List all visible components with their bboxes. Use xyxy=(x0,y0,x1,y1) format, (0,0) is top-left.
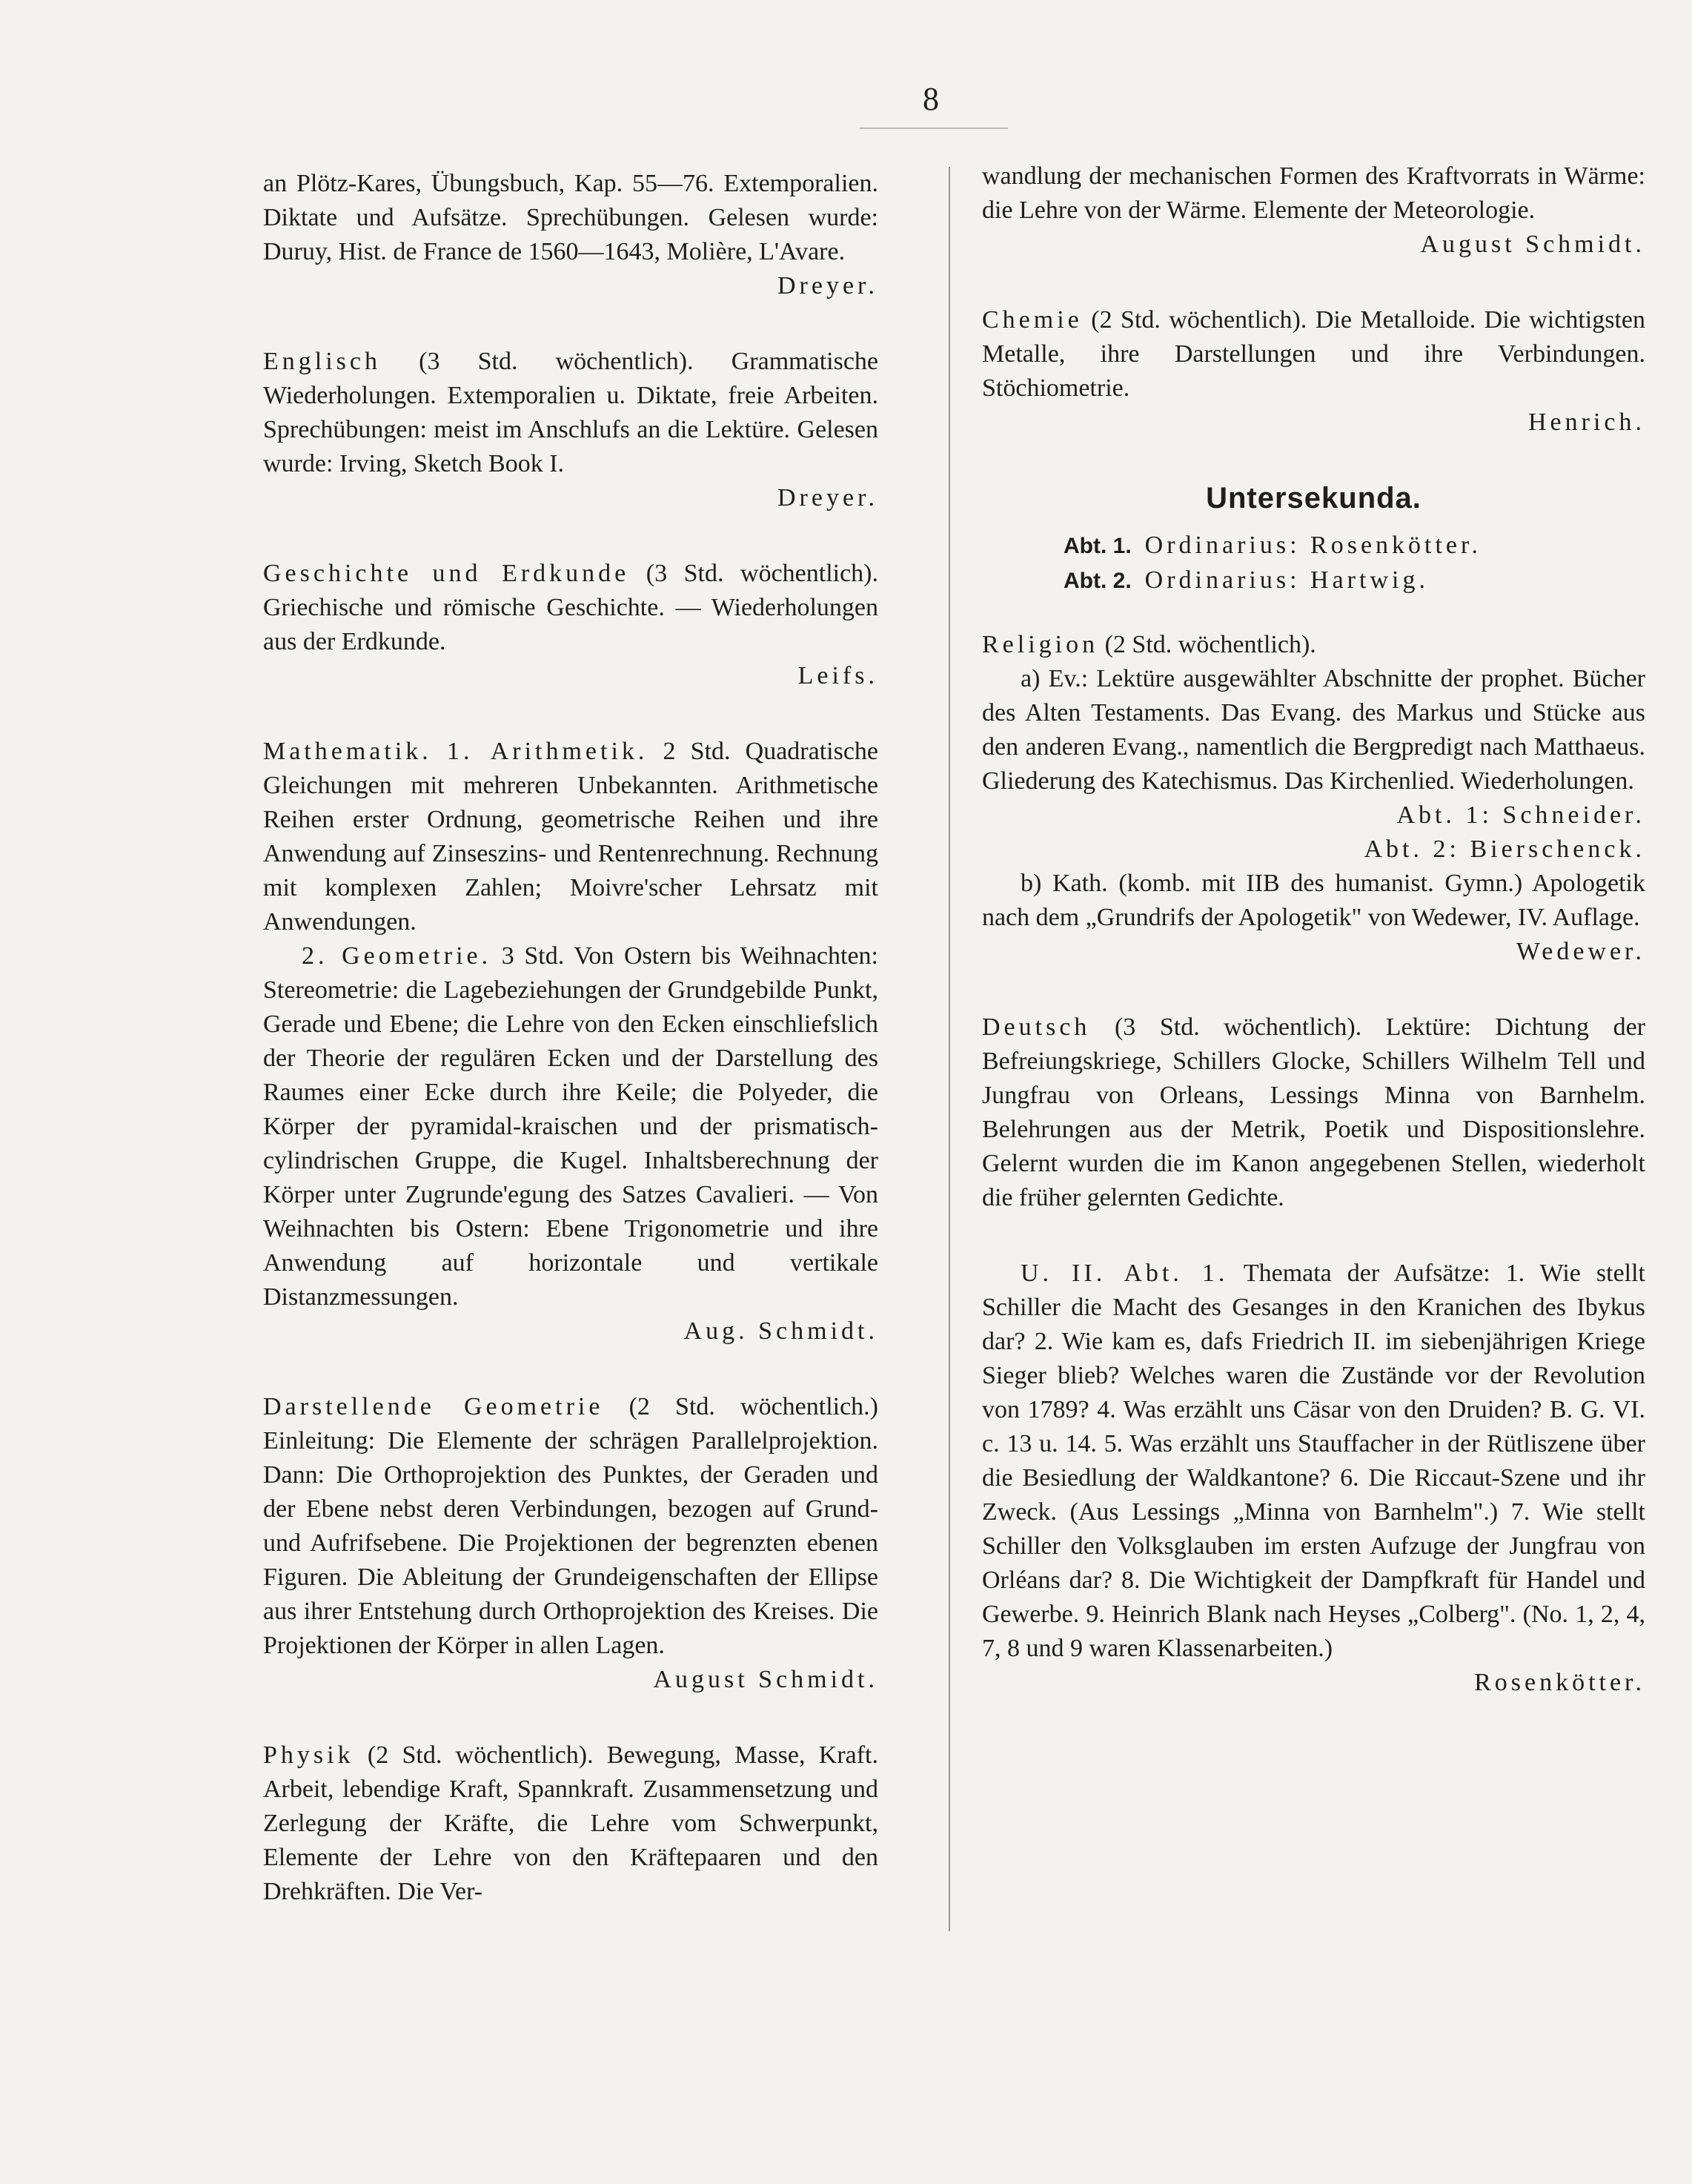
religion-ev-text: a) Ev.: Lektüre ausgewählter Abschnitte der prophet. Bücher des Alten Testaments. Das Evang. des Markus und Stücke aus den anderen Evang., namentlich die Bergpredigt nach Matthaeus. Gliederung des Katechismus. Das Kirchenlied. Wiederholungen. xyxy=(982,665,1645,795)
mathematik-block xyxy=(263,735,878,1349)
chemie-block xyxy=(982,303,1645,440)
deutsch-text: (3 Std. wöchentlich). Lektüre: Dichtung der Befreiungskriege, Schillers Glocke, Schillers Wilhelm Tell und Jungfrau von Orleans, Lessings Minna von Barnhelm. Belehrungen aus der Metrik, Poetik und Dispositionslehre. Gelernt wurden die im Kanon angegebenen Stellen, wiederholt die früher gelernten Gedichte. xyxy=(982,1013,1646,1211)
franzoesisch-continuation xyxy=(263,167,878,303)
aufsaetze-block xyxy=(982,1257,1645,1700)
englisch-teacher: Dreyer. xyxy=(777,484,878,512)
darstellende-text: (2 Std. wöchentlich.) Einleitung: Die Elemente der schrägen Parallelprojektion. Dann: Die Orthoprojektion des Punktes, der Geraden und der Ebene nebst deren Verbindungen, bezogen auf Grund- und Aufrifsebene. Die Projektionen der begrenzten ebenen Figuren. Die Ableitung der Grundeigenschaften der Ellipse aus ihrer Entstehung durch Orthoprojektion des Kreises. Die Projektionen der Körper in allen Lagen. xyxy=(263,1393,879,1659)
physik-cont-text: wandlung der mechanischen Formen des Kraftvorrats in Wärme: die Lehre von der Wärme. Elemente der Meteorologie. xyxy=(982,162,1645,224)
religion-kath-text: b) Kath. (komb. mit IIB des humanist. Gymn.) Apologetik nach dem „Grundrifs der Apologetik" von Wedewer, IV. Auflage. xyxy=(982,870,1645,931)
englisch-subject: Englisch xyxy=(263,348,381,375)
englisch-text: (3 Std. wöchentlich). Grammatische Wiederholungen. Extemporalien u. Diktate, freie Arbeiten. Sprechübungen: meist im Anschlufs an die Lektüre. Gelesen wurde: Irving, Sketch Book I. xyxy=(263,348,879,477)
deutsch-block xyxy=(982,1010,1645,1215)
aufsaetze-label: U. II. Abt. 1. xyxy=(1021,1260,1229,1287)
aufsaetze-teacher: Rosenkötter. xyxy=(1474,1669,1645,1696)
mathematik-teacher: Aug. Schmidt. xyxy=(683,1317,878,1345)
arithmetik-label: 1. Arithmetik. xyxy=(446,738,648,765)
chemie-subject: Chemie xyxy=(982,306,1083,334)
geschichte-text: (3 Std. wöchentlich). Griechische und römische Geschichte. — Wiederholungen aus der Erdkunde. xyxy=(263,560,878,655)
darstellende-block xyxy=(263,1390,878,1697)
physik-continuation xyxy=(982,159,1645,262)
arithmetik-text: 2 Std. Quadratische Gleichungen mit mehreren Unbekannten. Arithmetische Reihen erster Ordnung, geometrische Reihen und ihre Anwendung auf Zinseszins- und Rentenrechnung. Rechnung mit komplexen Zahlen; Moivre'scher Lehrsatz mit Anwendungen. xyxy=(263,738,879,936)
header-rule xyxy=(860,128,1008,129)
abt1-label: Abt. 1. xyxy=(1064,534,1132,558)
englisch-block xyxy=(263,345,878,515)
religion-subject: Religion xyxy=(982,631,1099,658)
chemie-text: (2 Std. wöchentlich). Die Metalloide. Die wichtigsten Metalle, ihre Darstellungen und ihre Verbindungen. Stöchiometrie. xyxy=(982,306,1646,402)
column-divider xyxy=(949,167,950,1931)
religion-kath-teacher: Wedewer. xyxy=(1516,938,1645,965)
franzoesisch-text: an Plötz-Kares, Übungsbuch, Kap. 55—76. Extemporalien. Diktate und Aufsätze. Sprechübungen. Gelesen wurde: Duruy, Hist. de France de 1560—1643, Molière, L'Avare. xyxy=(263,170,878,265)
page-number: 8 xyxy=(923,81,939,117)
geometrie-label: 2. Geometrie. xyxy=(302,942,492,970)
abt1-ordinarius: Ordinarius: Rosenkötter. xyxy=(1144,532,1482,559)
religion-intro: (2 Std. wöchentlich). xyxy=(1104,631,1316,658)
physik-subject: Physik xyxy=(263,1741,354,1769)
left-column xyxy=(263,167,878,1950)
physik-block xyxy=(263,1738,878,1909)
physik-teacher: August Schmidt. xyxy=(1420,231,1645,258)
deutsch-subject: Deutsch xyxy=(982,1013,1091,1041)
geometrie-text: 3 Std. Von Ostern bis Weihnachten: Stereometrie: die Lagebeziehungen der Grundgebilde Punkt, Gerade und Ebene; die Lehre von den Ecken einschliefslich der Theorie der regulären Ecken und der Darstellung des Raumes einer Ecke durch ihre Keile; die Polyeder, die Körper der pyramidal-kraischen und der prismatisch-cylindrischen Gruppe, die Kugel. Inhaltsberechnung der Körper unter Zugrunde'egung des Satzes Cavalieri. — Von Weihnachten bis Ostern: Ebene Trigonometrie und ihre Anwendung auf horizontale und vertikale Distanzmessungen. xyxy=(263,942,878,1311)
abteilungen xyxy=(982,529,1645,598)
chemie-teacher: Henrich. xyxy=(1527,408,1645,436)
religion-block xyxy=(982,628,1645,969)
right-column xyxy=(982,159,1645,1741)
section-title: Untersekunda. xyxy=(1206,482,1421,514)
geschichte-block xyxy=(263,557,878,693)
religion-ev-teacher1: Abt. 1: Schneider. xyxy=(1396,801,1645,829)
aufsaetze-text: Themata der Aufsätze: 1. Wie stellt Schiller die Macht des Gesanges in den Kranichen des Ibykus dar? 2. Wie kam es, dafs Friedrich II. im siebenjährigen Kriege Sieger blieb? Welches waren die Zustände vor der Revolution von 1789? 4. Was erzählt uns Cäsar von den Druiden? B. G. VI. c. 13 u. 14. 5. Was erzählt uns Stauffacher in der Rütliszene über die Besiedlung der Waldkantone? 6. Die Riccaut-Szene und ihr Zweck. (Aus Lessings „Minna von Barnhelm".) 7. Wie stellt Schiller den Volksglauben im ersten Aufzuge der Jungfrau von Orléans dar? 8. Die Wichtigkeit der Dampfkraft für Handel und Gewerbe. 9. Heinrich Blank nach Heyses „Colberg". (No. 1, 2, 4, 7, 8 und 9 waren Klassenarbeiten.) xyxy=(982,1260,1645,1662)
geschichte-subject: Geschichte und Erdkunde xyxy=(263,560,630,587)
abt2-ordinarius: Ordinarius: Hartwig. xyxy=(1144,566,1429,594)
religion-ev-teacher2: Abt. 2: Bierschenck. xyxy=(1364,835,1645,863)
mathematik-subject: Mathematik. xyxy=(263,738,432,765)
darstellende-subject: Darstellende Geometrie xyxy=(263,1393,604,1420)
geschichte-teacher: Leifs. xyxy=(797,662,878,689)
franzoesisch-teacher: Dreyer. xyxy=(777,272,878,300)
abt2-label: Abt. 2. xyxy=(1064,569,1132,593)
physik-text: (2 Std. wöchentlich). Bewegung, Masse, Kraft. Arbeit, lebendige Kraft, Spannkraft. Zusammensetzung und Zerlegung der Kräfte, die Lehre vom Schwerpunkt, Elemente der Lehre von den Kräftepaaren und den Drehkräften. Die Ver- xyxy=(263,1741,878,1905)
darstellende-teacher: August Schmidt. xyxy=(653,1666,878,1693)
